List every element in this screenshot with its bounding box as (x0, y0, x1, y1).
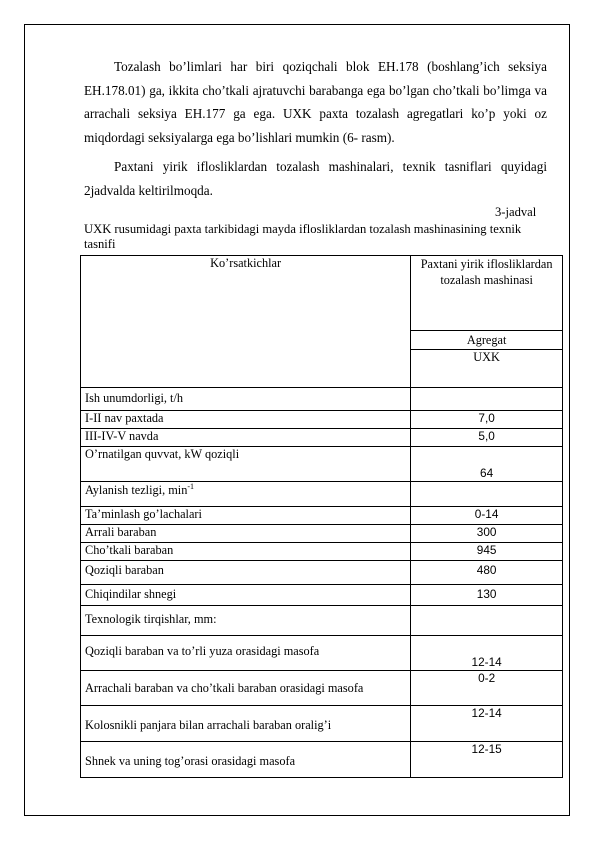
row-label: Cho’tkali baraban (81, 543, 411, 561)
row-label: I-II nav paxtada (81, 411, 411, 429)
row-label: Arrachali baraban va cho’tkali baraban orasidagi masofa (81, 671, 411, 706)
row-label: O’rnatilgan quvvat, kW qoziqli (81, 447, 411, 482)
paragraph-1: Tozalash bo’limlari har biri qoziqchali blok EH.178 (boshlang’ich seksiya EH.178.01) ga, ikkita cho’tkali ajratuvchi barabanga ega bo’lgan cho’tkali bo’limga va arrachali seksiya EH.177 ga ega. UXK paxta tozalash agregatlari ko’p yoki oz miqdordagi seksiyalarga ega bo’lishlari mumkin (6- rasm). (84, 59, 547, 145)
row-value: 0-14 (411, 507, 563, 525)
row-label: Ta’minlash go’lachalari (81, 507, 411, 525)
row-value (411, 606, 563, 636)
row-label: Qoziqli baraban va to’rli yuza orasidagi masofa (81, 636, 411, 671)
row-label: Qoziqli baraban (81, 561, 411, 585)
row-value: 0-2 (411, 671, 563, 706)
row-label: Ish unumdorligi, t/h (81, 388, 411, 411)
paragraph-2: Paxtani yirik iflosliklardan tozalash mashinalari, texnik tasniflari quyidagi 2jadvalda keltirilmoqda. (84, 159, 547, 198)
row-label: Arrali baraban (81, 525, 411, 543)
row-label: Texnologik tirqishlar, mm: (81, 606, 411, 636)
row-value: 64 (411, 447, 563, 482)
row-value (411, 482, 563, 507)
row-label: Chiqindilar shnegi (81, 585, 411, 606)
row-value: 945 (411, 543, 563, 561)
row-value: 300 (411, 525, 563, 543)
header-machine: Paxtani yirik iflosliklardan tozalash mashinasi (411, 256, 563, 331)
row-label: Shnek va uning tog’orasi orasidagi masofa (81, 742, 411, 778)
row-label: III-IV-V navda (81, 429, 411, 447)
header-model: UXK (411, 350, 563, 388)
header-agregat: Agregat (411, 331, 563, 350)
row-value: 12-15 (411, 742, 563, 778)
header-indicators: Ko’rsatkichlar (81, 256, 411, 388)
table-label: 3-jadval (495, 205, 537, 219)
row-value: 480 (411, 561, 563, 585)
row-value: 12-14 (411, 706, 563, 742)
row-value: 7,0 (411, 411, 563, 429)
row-label: Kolosnikli panjara bilan arrachali baraban oralig’i (81, 706, 411, 742)
row-value: 12-14 (411, 636, 563, 671)
spec-table (80, 255, 563, 778)
row-value: 130 (411, 585, 563, 606)
row-value (411, 388, 563, 411)
row-value: 5,0 (411, 429, 563, 447)
row-label: Aylanish tezligi, $\min^{-1}$ (81, 482, 411, 507)
table-title: UXK rusumidagi paxta tarkibidagi mayda iflosliklardan tozalash mashinasining texnik tasnifi (84, 222, 522, 251)
